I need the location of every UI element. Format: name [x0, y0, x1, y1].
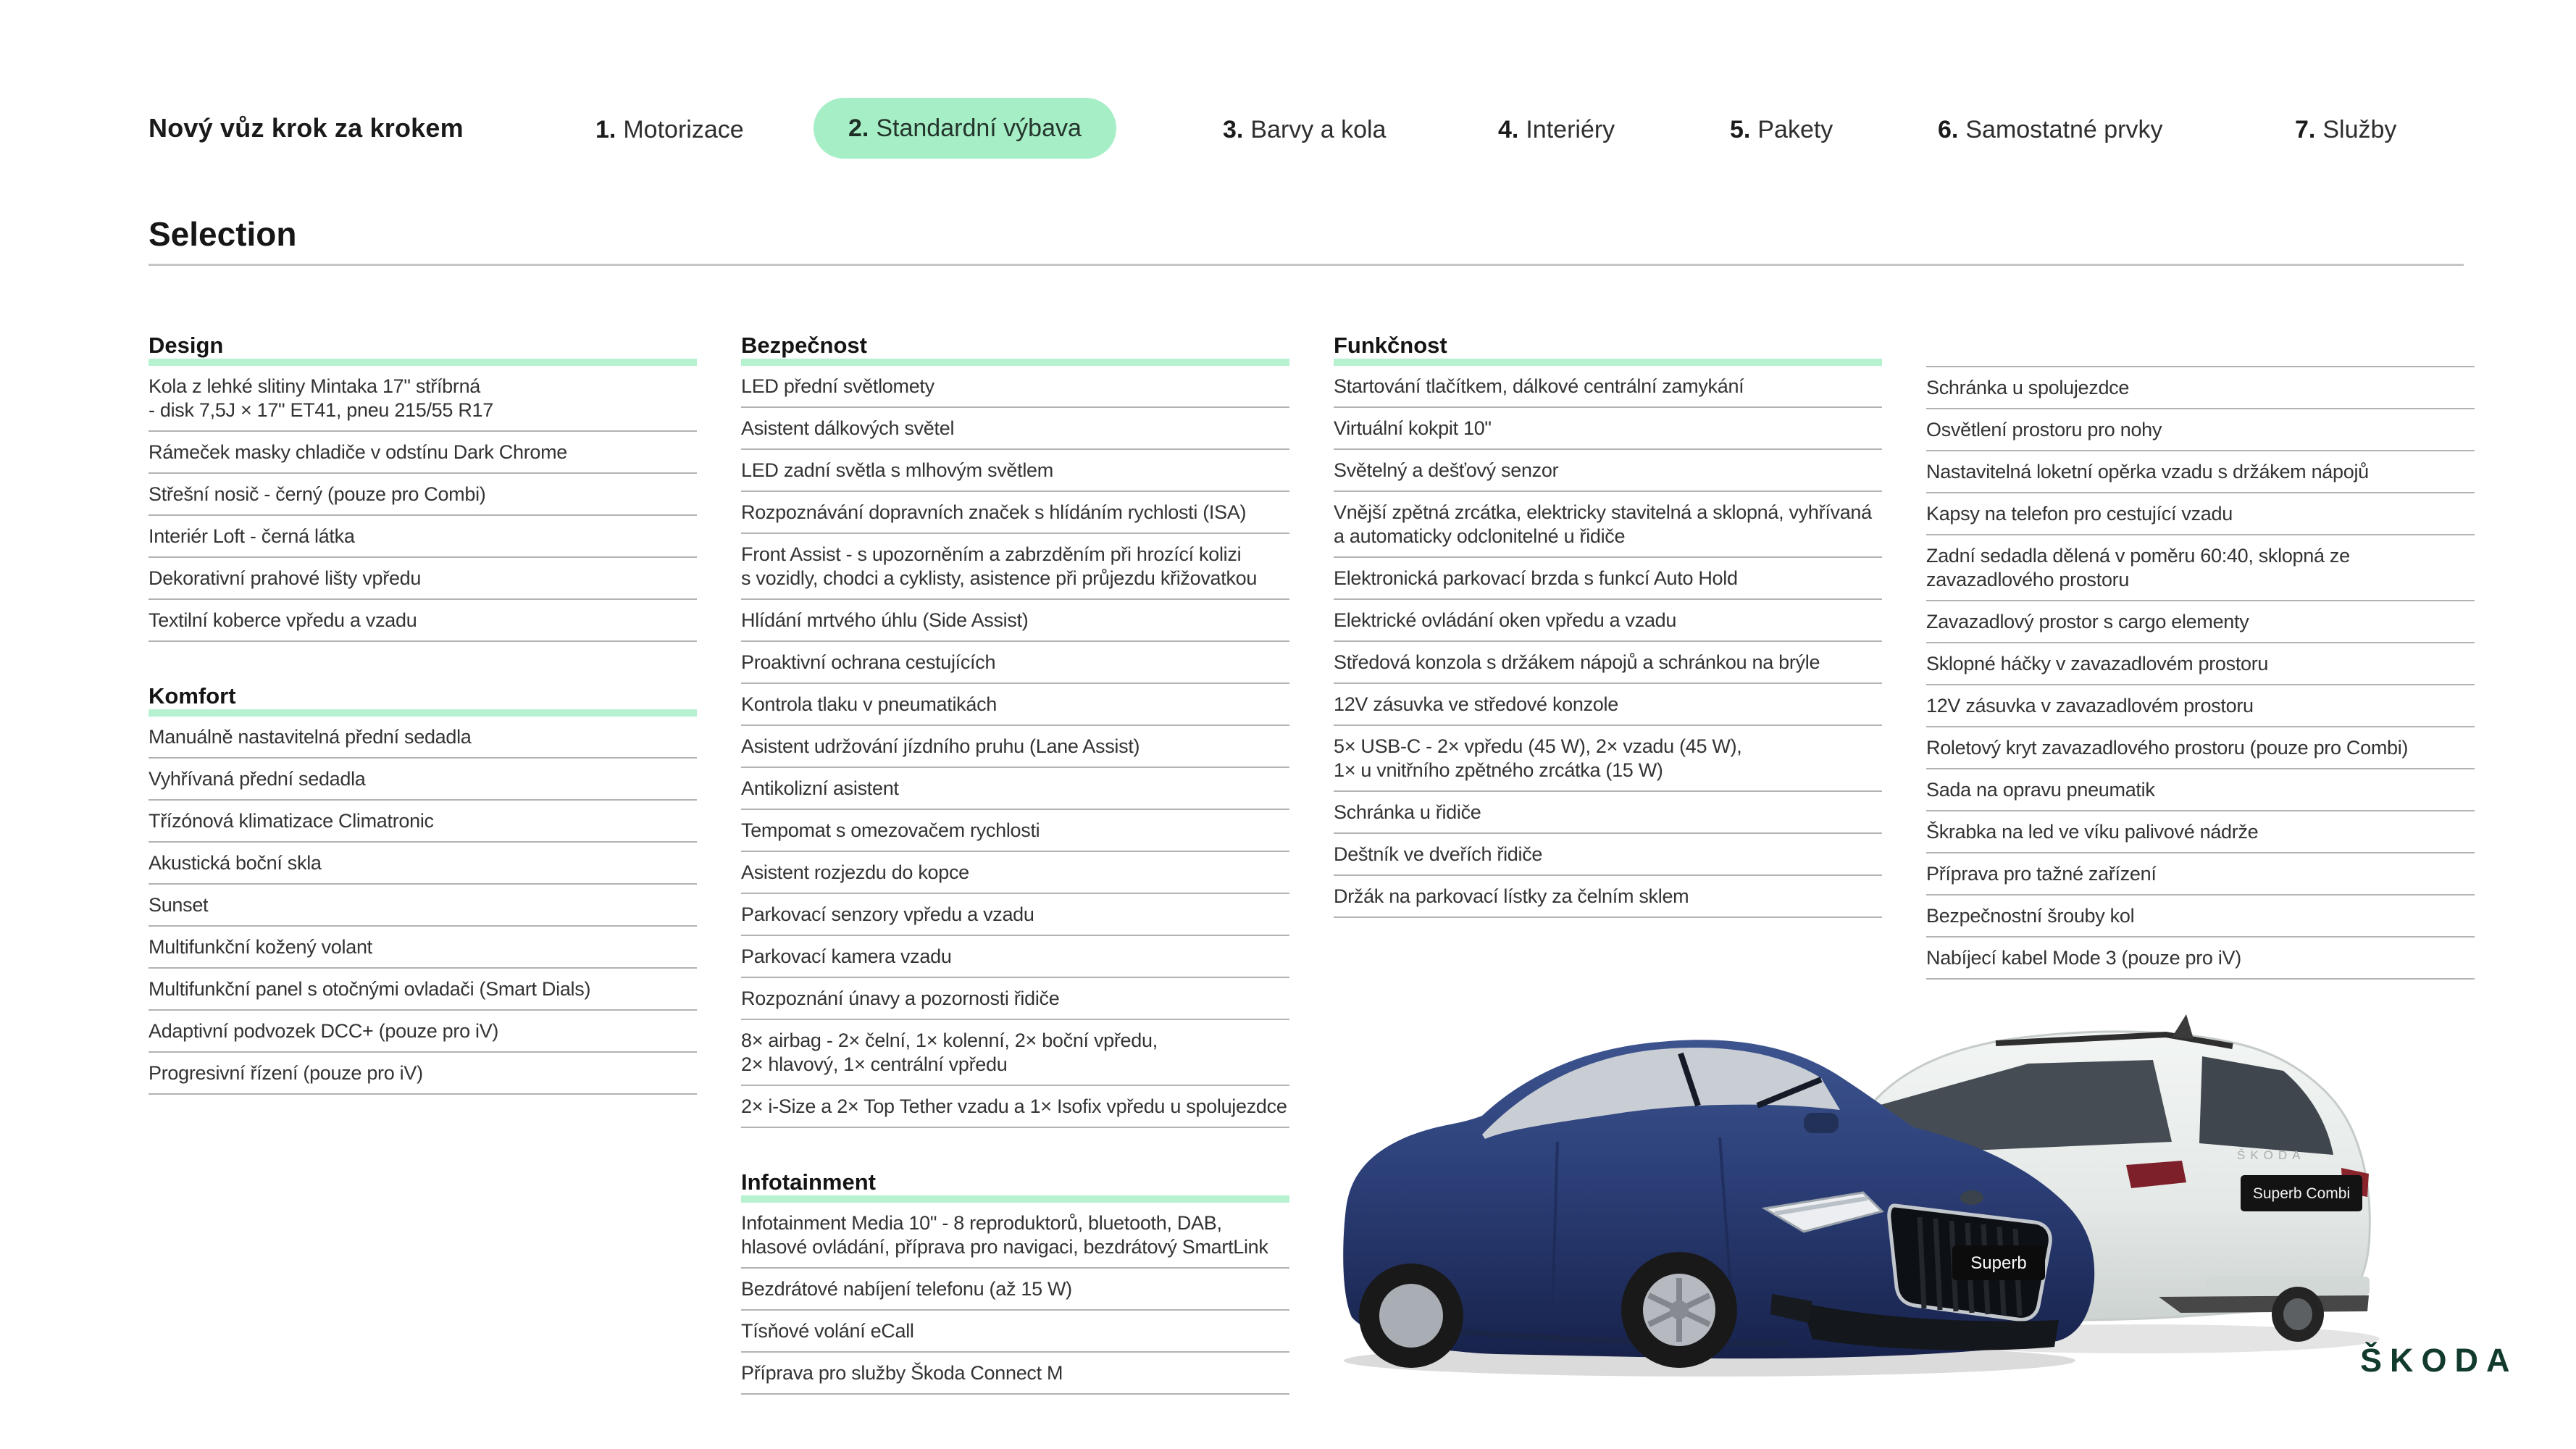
equipment-item-line: LED přední světlomety: [741, 375, 934, 397]
section-title: Komfort: [149, 683, 236, 709]
equipment-item: [1334, 558, 1882, 600]
nav-step-label: Služby: [2322, 116, 2397, 143]
equipment-list: [741, 366, 1289, 1128]
equipment-item: [741, 534, 1289, 600]
nav-step-number: 7.: [2295, 116, 2316, 143]
equipment-item: [1334, 492, 1882, 558]
equipment-item-line: Parkovací senzory vpředu a vzadu: [741, 903, 1034, 925]
equipment-item-line: Dekorativní prahové lišty vpředu: [149, 567, 422, 589]
nav-step-6[interactable]: [1938, 116, 2162, 144]
equipment-item-line: - disk 7,5J × 17" ET41, pneu 215/55 R17: [149, 399, 493, 421]
equipment-item: [1334, 834, 1882, 876]
equipment-item-line: Kola z lehké slitiny Mintaka 17" stříbrná: [149, 375, 480, 397]
equipment-item: [1334, 876, 1882, 918]
equipment-list: [1926, 366, 2475, 980]
equipment-item-line: hlasové ovládání, příprava pro navigaci, bezdrátový SmartLink: [741, 1236, 1268, 1258]
equipment-item: [1926, 853, 2475, 895]
equipment-item-line: Proaktivní ochrana cestujících: [741, 651, 996, 673]
equipment-item-line: Středová konzola s držákem nápojů a schránkou na brýle: [1334, 651, 1820, 673]
equipment-item-line: 5× USB-C - 2× vpředu (45 W), 2× vzadu (45 W),: [1334, 735, 1742, 757]
nav-step-label: Interiéry: [1526, 116, 1615, 143]
combi-wheel-hub: [2283, 1298, 2312, 1330]
equipment-item: [1334, 408, 1882, 450]
equipment-list: [1334, 366, 1882, 918]
nav-step-number: 6.: [1938, 116, 1959, 143]
nav-step-number: 3.: [1223, 116, 1244, 143]
section-design: [149, 332, 697, 642]
equipment-item: [1926, 643, 2475, 685]
nav-step-number: 2.: [848, 114, 869, 142]
equipment-item: [741, 492, 1289, 534]
nav-step-label: Motorizace: [623, 116, 744, 143]
section-accent-bar: [741, 1195, 1289, 1203]
equipment-item: [1926, 601, 2475, 643]
equipment-item-line: 2× hlavový, 1× centrální vpředu: [741, 1053, 1008, 1075]
equipment-item-line: Střešní nosič - černý (pouze pro Combi): [149, 483, 486, 505]
equipment-item-line: Asistent rozjezdu do kopce: [741, 861, 969, 883]
equipment-item: [1334, 684, 1882, 726]
equipment-item-line: Bezdrátové nabíjení telefonu (až 15 W): [741, 1278, 1072, 1300]
nav-step-number: 5.: [1730, 116, 1751, 143]
equipment-item: [741, 852, 1289, 894]
nav-step-5[interactable]: [1730, 116, 1833, 144]
equipment-item: [741, 1269, 1289, 1311]
equipment-item: [741, 366, 1289, 408]
equipment-item-line: Vnější zpětná zrcátka, elektricky stavitelná a sklopná, vyhřívaná: [1334, 501, 1872, 523]
combi-tailgate-lettering: ŠKODA: [2237, 1148, 2306, 1162]
equipment-item: [1926, 811, 2475, 853]
equipment-item-line: 8× airbag - 2× čelní, 1× kolenní, 2× boční vpředu,: [741, 1030, 1158, 1051]
nav-step-number: 4.: [1498, 116, 1519, 143]
equipment-column-2: [741, 332, 1289, 1395]
equipment-item-line: Škrabka na led ve víku palivové nádrže: [1926, 821, 2259, 843]
sedan-hub: [1670, 1300, 1689, 1319]
sedan-rear-alloy: [1379, 1284, 1443, 1348]
equipment-item-line: Deštník ve dveřích řidiče: [1334, 843, 1543, 865]
equipment-item-line: Startování tlačítkem, dálkové centrální zamykání: [1334, 375, 1744, 397]
equipment-item-line: Kapsy na telefon pro cestující vzadu: [1926, 503, 2233, 525]
equipment-item: [1334, 642, 1882, 684]
nav-step-4[interactable]: [1498, 116, 1615, 144]
title-divider: [149, 264, 2464, 266]
equipment-item-line: LED zadní světla s mlhovým světlem: [741, 459, 1053, 481]
equipment-item-line: Textilní koberce vpředu a vzadu: [149, 609, 417, 631]
equipment-item-line: Příprava pro služby Škoda Connect M: [741, 1362, 1063, 1384]
equipment-item-line: Multifunkční panel s otočnými ovladači (Smart Dials): [149, 978, 591, 1000]
section-bezpecnost: [741, 332, 1289, 1128]
equipment-item: [741, 894, 1289, 936]
equipment-item-line: Vyhřívaná přední sedadla: [149, 768, 366, 790]
equipment-item-line: Sklopné háčky v zavazadlovém prostoru: [1926, 653, 2269, 675]
equipment-item-line: Tempomat s omezovačem rychlosti: [741, 819, 1040, 841]
equipment-column-3: [1334, 332, 1882, 918]
equipment-item: [741, 768, 1289, 810]
nav-step-number: 1.: [595, 116, 616, 143]
equipment-item-line: s vozidly, chodci a cyklisty, asistence při průjezdu křižovatkou: [741, 567, 1258, 589]
equipment-item: [1926, 451, 2475, 493]
equipment-item-line: Světelný a dešťový senzor: [1334, 459, 1559, 481]
equipment-item: [1334, 366, 1882, 408]
equipment-item: [1926, 938, 2475, 980]
equipment-item: [1926, 685, 2475, 727]
equipment-item: [741, 1086, 1289, 1128]
equipment-item: [741, 726, 1289, 768]
equipment-item-line: Nastavitelná loketní opěrka vzadu s držákem nápojů: [1926, 461, 2369, 483]
equipment-item-line: Tísňové volání eCall: [741, 1320, 914, 1342]
equipment-item-line: Sada na opravu pneumatik: [1926, 779, 2155, 801]
equipment-item: [741, 642, 1289, 684]
equipment-item-line: Zadní sedadla dělená v poměru 60:40, sklopná ze: [1926, 545, 2350, 567]
equipment-item-line: Roletový kryt zavazadlového prostoru (pouze pro Combi): [1926, 737, 2409, 759]
section-infotainment: [741, 1169, 1289, 1395]
equipment-item-line: Akustická boční skla: [149, 852, 322, 874]
nav-step-2[interactable]: [814, 98, 1116, 159]
equipment-item-line: Manuálně nastavitelná přední sedadla: [149, 726, 472, 748]
nav-step-3[interactable]: [1223, 116, 1386, 144]
equipment-item: [149, 717, 697, 759]
combi-antenna-fin: [2172, 1014, 2194, 1039]
nav-step-label: Barvy a kola: [1250, 116, 1387, 143]
equipment-item: [741, 1353, 1289, 1395]
equipment-item: [149, 843, 697, 885]
equipment-item-line: Elektrické ovládání oken vpředu a vzadu: [1334, 609, 1677, 631]
equipment-item: [149, 516, 697, 558]
equipment-item: [1926, 367, 2475, 409]
equipment-item: [149, 969, 697, 1011]
equipment-item-line: Infotainment Media 10" - 8 reproduktorů, bluetooth, DAB,: [741, 1212, 1222, 1234]
section-funkcnost-pokracovani: [1926, 366, 2475, 980]
equipment-item: [149, 1053, 697, 1095]
equipment-item: [149, 1011, 697, 1053]
section-accent-bar: [1334, 359, 1882, 366]
section-title: Funkčnost: [1334, 333, 1447, 358]
cars-image: [1340, 993, 2398, 1384]
equipment-item-line: Interiér Loft - černá látka: [149, 525, 355, 547]
equipment-item-line: a automaticky odclonitelné u řidiče: [1334, 525, 1626, 547]
equipment-item-line: Rámeček masky chladiče v odstínu Dark Chrome: [149, 441, 568, 463]
equipment-item-line: Rozpoznávání dopravních značek s hlídáním rychlosti (ISA): [741, 501, 1247, 523]
equipment-item: [149, 600, 697, 642]
nav-step-label: Pakety: [1757, 116, 1833, 143]
nav-step-label: Standardní výbava: [876, 114, 1082, 142]
section-title: Design: [149, 333, 224, 358]
section-title: Bezpečnost: [741, 333, 867, 358]
equipment-item-line: 2× i-Size a 2× Top Tether vzadu a 1× Isofix vpředu u spolujezdce: [741, 1095, 1287, 1117]
equipment-item: [1926, 535, 2475, 601]
equipment-item: [741, 1203, 1289, 1269]
equipment-item-line: Parkovací kamera vzadu: [741, 945, 952, 967]
equipment-item-line: Front Assist - s upozorněním a zabrzděním při hrozící kolizi: [741, 543, 1242, 565]
equipment-item-line: Třízónová klimatizace Climatronic: [149, 810, 434, 832]
equipment-list: [149, 366, 697, 642]
equipment-item-line: Rozpoznání únavy a pozornosti řidiče: [741, 987, 1060, 1009]
equipment-item: [1926, 895, 2475, 938]
equipment-item-line: zavazadlového prostoru: [1926, 569, 2130, 590]
section-accent-bar: [149, 359, 697, 366]
equipment-item: [741, 936, 1289, 978]
equipment-item: [1926, 409, 2475, 451]
section-funkcnost: [1334, 332, 1882, 918]
equipment-item: [741, 408, 1289, 450]
equipment-item: [741, 684, 1289, 726]
equipment-item-line: Elektronická parkovací brzda s funkcí Auto Hold: [1334, 567, 1738, 589]
equipment-column-4: [1926, 332, 2475, 980]
equipment-item: [1334, 450, 1882, 492]
equipment-list: [149, 717, 697, 1095]
equipment-item: [1334, 726, 1882, 792]
equipment-item: [741, 1020, 1289, 1086]
equipment-item-line: Osvětlení prostoru pro nohy: [1926, 419, 2162, 440]
combi-rear-glass: [2199, 1056, 2333, 1155]
equipment-item: [741, 600, 1289, 642]
equipment-item-line: 1× u vnitřního zpětného zrcátka (15 W): [1334, 759, 1663, 781]
equipment-item-line: Nabíjecí kabel Mode 3 (pouze pro iV): [1926, 947, 2241, 969]
equipment-item: [741, 450, 1289, 492]
skoda-hood-badge: [1960, 1190, 1983, 1205]
equipment-item-line: 12V zásuvka v zavazadlovém prostoru: [1926, 695, 2254, 717]
equipment-item-line: Držák na parkovací lístky za čelním sklem: [1334, 885, 1689, 907]
skoda-logo: ŠKODA: [2360, 1342, 2518, 1379]
equipment-item: [149, 432, 697, 474]
equipment-item-line: Virtuální kokpit 10": [1334, 417, 1492, 439]
equipment-item: [741, 978, 1289, 1020]
equipment-item-line: Hlídání mrtvého úhlu (Side Assist): [741, 609, 1029, 631]
equipment-item: [149, 558, 697, 600]
equipment-item: [149, 801, 697, 843]
equipment-item: [741, 810, 1289, 852]
equipment-item: [741, 1311, 1289, 1353]
combi-lower-trim: [2159, 1295, 2369, 1313]
section-title: Infotainment: [741, 1169, 876, 1195]
equipment-item-line: Asistent udržování jízdního pruhu (Lane Assist): [741, 735, 1140, 757]
equipment-item-line: Asistent dálkových světel: [741, 417, 955, 439]
sedan-mirror: [1804, 1113, 1839, 1133]
equipment-item: [1334, 792, 1882, 834]
equipment-item-line: Antikolizní asistent: [741, 777, 899, 799]
equipment-item-line: Adaptivní podvozek DCC+ (pouze pro iV): [149, 1020, 499, 1042]
equipment-item-line: Schránka u řidiče: [1334, 801, 1481, 823]
nav-step-1[interactable]: [595, 116, 744, 144]
section-komfort: [149, 682, 697, 1095]
section-accent-bar: [149, 709, 697, 717]
equipment-item-line: Sunset: [149, 894, 209, 916]
equipment-item-line: Bezpečnostní šrouby kol: [1926, 905, 2135, 927]
equipment-item-line: Schránka u spolujezdce: [1926, 377, 2130, 398]
page-title: Selection: [149, 215, 297, 253]
equipment-item-line: Příprava pro tažné zařízení: [1926, 863, 2157, 885]
equipment-item: [1926, 493, 2475, 535]
combi-model-badge: Superb Combi: [2252, 1185, 2351, 1202]
nav-step-7[interactable]: [2295, 116, 2396, 144]
equipment-item-line: 12V zásuvka ve středové konzole: [1334, 693, 1618, 715]
equipment-column-1: [149, 332, 697, 1095]
equipment-list: [741, 1203, 1289, 1395]
equipment-item: [1334, 600, 1882, 642]
sedan-model-badge: Superb: [1970, 1253, 2027, 1273]
equipment-item: [149, 366, 697, 432]
equipment-item-line: Progresivní řízení (pouze pro iV): [149, 1062, 423, 1084]
equipment-item: [1926, 769, 2475, 811]
equipment-item: [149, 474, 697, 516]
configurator-title: Nový vůz krok za krokem: [149, 113, 464, 143]
nav-step-label: Samostatné prvky: [1965, 116, 2163, 143]
equipment-item-line: Kontrola tlaku v pneumatikách: [741, 693, 998, 715]
section-accent-bar: [741, 359, 1289, 366]
equipment-item-line: Zavazadlový prostor s cargo elementy: [1926, 611, 2249, 632]
equipment-item: [1926, 727, 2475, 769]
equipment-item-line: Multifunkční kožený volant: [149, 936, 372, 958]
equipment-item: [149, 927, 697, 969]
equipment-item: [149, 885, 697, 927]
equipment-item: [149, 759, 697, 801]
